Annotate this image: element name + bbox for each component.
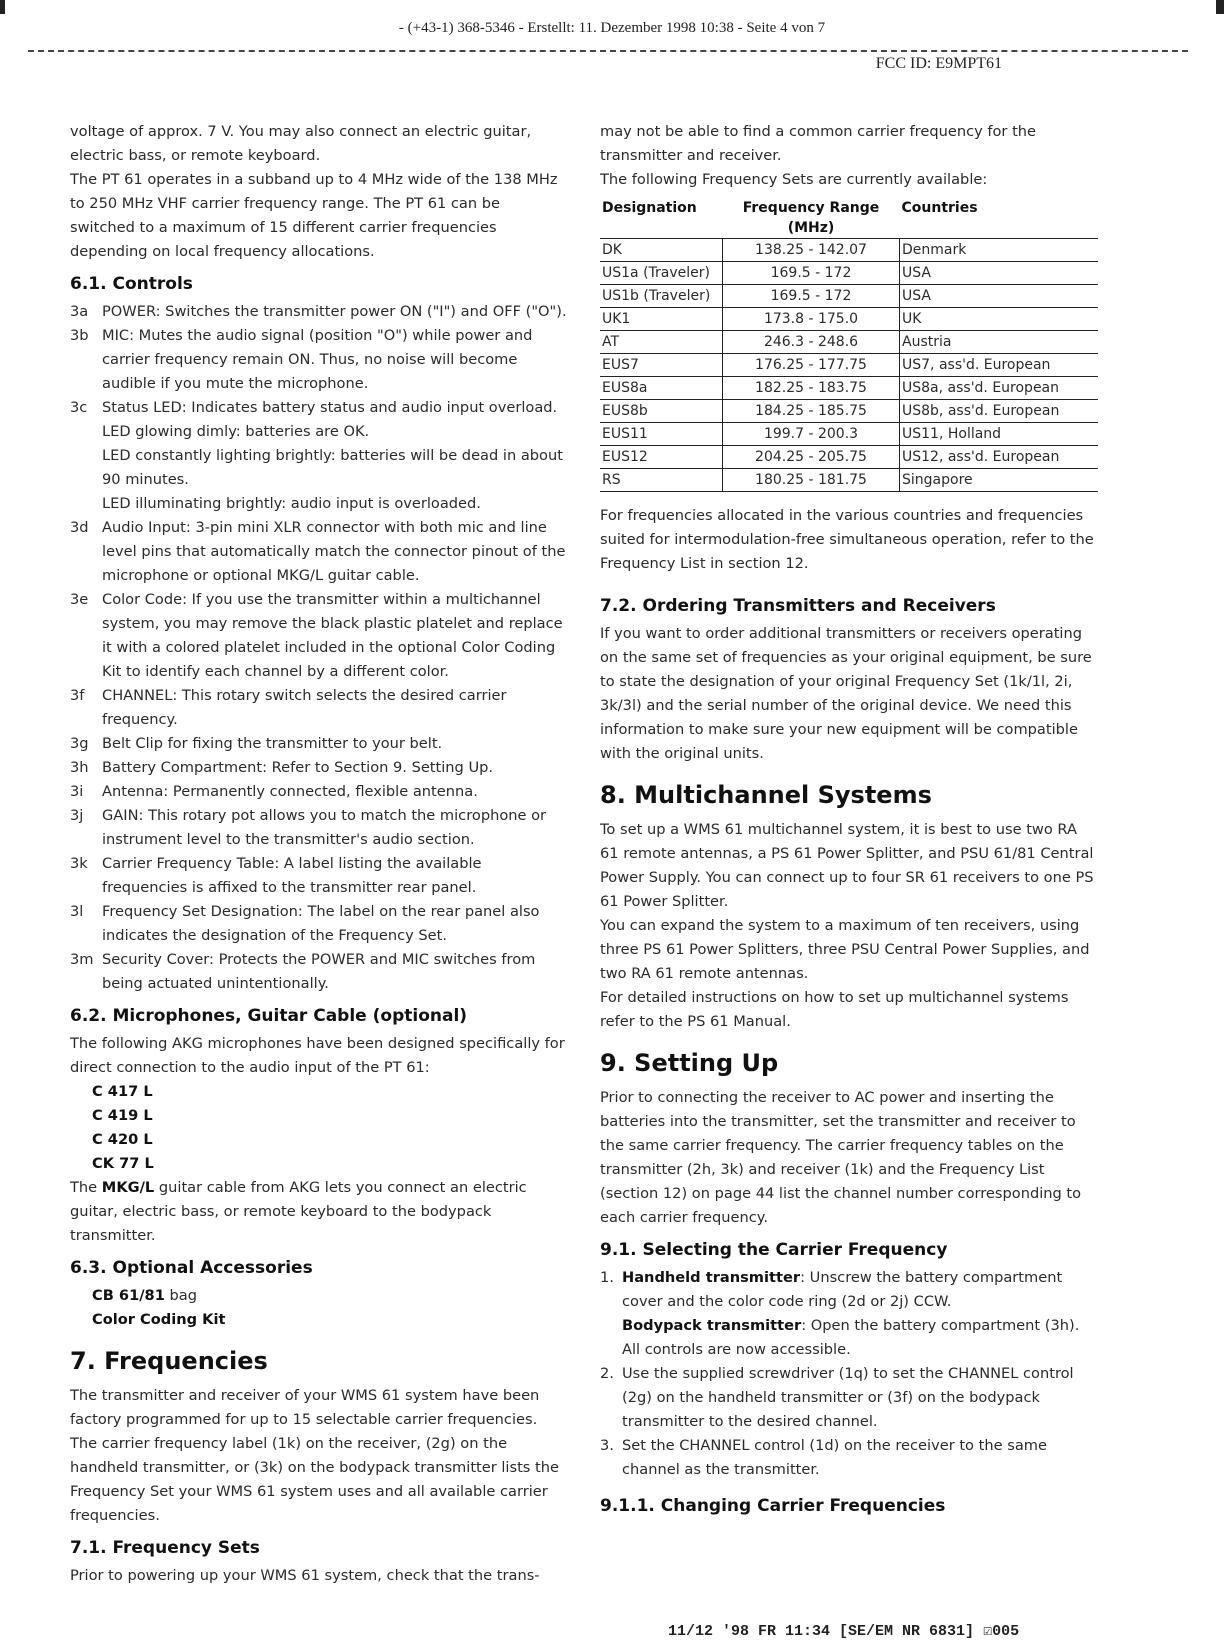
table-row bbox=[600, 423, 1098, 446]
table-row bbox=[600, 354, 1098, 377]
right-column bbox=[600, 120, 1097, 1522]
item-text: Status LED: Indicates battery status and audio input overload. bbox=[102, 399, 558, 416]
item-text: Security Cover: Protects the POWER and MIC switches from being actuated unintentionally. bbox=[102, 951, 536, 992]
table-body bbox=[600, 239, 1098, 492]
item-key: 3f bbox=[70, 687, 85, 704]
microphone-model: C 417 L bbox=[92, 1083, 153, 1100]
section-heading: 6.3. Optional Accessories bbox=[70, 1258, 313, 1278]
item-text: Color Code: If you use the transmitter within a multichannel system, you may remove the black plastic platelet and replace it with a colored platelet included in the optional Color Coding Kit to identify each channel by a different color. bbox=[102, 591, 563, 680]
table-row bbox=[600, 469, 1098, 492]
list-item bbox=[70, 756, 567, 780]
column-header: Designation bbox=[602, 200, 697, 216]
item-subtext: LED glowing dimly: batteries are OK. bbox=[102, 423, 370, 440]
paragraph: may not be able to find a common carrier frequency for the transmitter and receiver. bbox=[600, 123, 1037, 164]
fax-divider bbox=[28, 50, 1188, 52]
table-cell: 173.8 - 175.0 bbox=[723, 308, 900, 331]
table-cell: AT bbox=[600, 331, 723, 354]
table-cell: 204.25 - 205.75 bbox=[723, 446, 900, 469]
list-item bbox=[70, 852, 567, 900]
item-key: 3g bbox=[70, 735, 89, 752]
table-cell: 169.5 - 172 bbox=[723, 262, 900, 285]
item-text: POWER: Switches the transmitter power ON ("I") and OFF ("O"). bbox=[102, 303, 567, 320]
table-cell: 169.5 - 172 bbox=[723, 285, 900, 308]
list-item bbox=[70, 396, 567, 516]
table-cell: EUS8b bbox=[600, 400, 723, 423]
paragraph: If you want to order additional transmitters or receivers operating on the same set of frequencies as your original equipment, be sure to state the designation of your original Frequency Set (1k/1l, 2i, 3k/3l) and the serial number of the original device. We need this information to make sure your new equipment will be compatible with the original units. bbox=[600, 625, 1092, 762]
fax-header: - (+43-1) 368-5346 - Erstellt: 11. Dezember 1998 10:38 - Seite 4 von 7 bbox=[398, 20, 826, 36]
accessory-item: CB 61/81 bag bbox=[92, 1287, 197, 1304]
list-item bbox=[70, 732, 567, 756]
table-row bbox=[600, 285, 1098, 308]
item-text: Battery Compartment: Refer to Section 9. Setting Up. bbox=[102, 759, 494, 776]
list-item bbox=[600, 1362, 1097, 1434]
table-header-row bbox=[600, 198, 1098, 239]
microphone-list bbox=[70, 1080, 567, 1176]
paragraph: The PT 61 operates in a subband up to 4 MHz wide of the 138 MHz to 250 MHz VHF carrier frequency range. The PT 61 can be switched to a maximum of 15 different carrier frequencies depending on local frequency allocations. bbox=[70, 171, 558, 260]
item-text: Belt Clip for fixing the transmitter to your belt. bbox=[102, 735, 443, 752]
chapter-heading: 8. Multichannel Systems bbox=[600, 781, 932, 809]
list-item bbox=[70, 804, 567, 852]
fax-footer: 11/12 '98 FR 11:34 [SE/EM NR 6831] ☑005 bbox=[668, 1623, 1020, 1640]
item-text: CHANNEL: This rotary switch selects the desired carrier frequency. bbox=[102, 687, 507, 728]
list-item bbox=[600, 1434, 1097, 1482]
item-text: Audio Input: 3-pin mini XLR connector with both mic and line level pins that automatically match the connector pinout of the microphone or optional MKG/L guitar cable. bbox=[102, 519, 566, 584]
table-cell: UK bbox=[900, 308, 1099, 331]
item-text: Carrier Frequency Table: A label listing the available frequencies is affixed to the transmitter rear panel. bbox=[102, 855, 482, 896]
item-key: 3d bbox=[70, 519, 89, 536]
table-row bbox=[600, 446, 1098, 469]
item-text: GAIN: This rotary pot allows you to match the microphone or instrument level to the transmitter's audio section. bbox=[102, 807, 547, 848]
microphone-model: C 419 L bbox=[92, 1107, 153, 1124]
table-cell: Denmark bbox=[900, 239, 1099, 262]
table-cell: RS bbox=[600, 469, 723, 492]
table-cell: EUS12 bbox=[600, 446, 723, 469]
table-cell: DK bbox=[600, 239, 723, 262]
section-heading: 7.2. Ordering Transmitters and Receivers bbox=[600, 596, 996, 616]
item-subtext: LED illuminating brightly: audio input is overloaded. bbox=[102, 495, 481, 512]
controls-list bbox=[70, 300, 567, 996]
chapter-heading: 9. Setting Up bbox=[600, 1049, 779, 1077]
table-cell: US1a (Traveler) bbox=[600, 262, 723, 285]
paragraph: Prior to powering up your WMS 61 system, check that the trans- bbox=[70, 1567, 540, 1584]
item-text: Frequency Set Designation: The label on the rear panel also indicates the designation of the Frequency Set. bbox=[102, 903, 540, 944]
table-cell: EUS7 bbox=[600, 354, 723, 377]
table-cell: US1b (Traveler) bbox=[600, 285, 723, 308]
table-row bbox=[600, 331, 1098, 354]
microphone-model: C 420 L bbox=[92, 1131, 153, 1148]
table-row bbox=[600, 239, 1098, 262]
paragraph: The following AKG microphones have been designed specifically for direct connection to the audio input of the PT 61: bbox=[70, 1035, 565, 1076]
table-cell: US8b, ass'd. European bbox=[900, 400, 1099, 423]
item-key: 3a bbox=[70, 303, 89, 320]
chapter-heading: 7. Frequencies bbox=[70, 1347, 268, 1375]
list-item: 1. Handheld transmitter: Unscrew the battery compartment cover and the color code ring (2d or 2j) CCW. Bodypack transmitter: Open the battery compartment (3h). All controls are now accessible. bbox=[600, 1266, 1097, 1362]
scan-corner-mark bbox=[1216, 0, 1224, 14]
item-key: 3b bbox=[70, 327, 89, 344]
table-cell: 176.25 - 177.75 bbox=[723, 354, 900, 377]
item-key: 2. bbox=[600, 1365, 614, 1382]
paragraph: To set up a WMS 61 multichannel system, it is best to use two RA 61 remote antennas, a PS 61 Power Splitter, and PSU 61/81 Central Power Supply. You can connect up to four SR 61 receivers to one PS 61 Power Splitter. bbox=[600, 821, 1094, 910]
table-cell: US8a, ass'd. European bbox=[900, 377, 1099, 400]
list-item bbox=[70, 300, 567, 324]
section-heading: 9.1.1. Changing Carrier Frequencies bbox=[600, 1496, 946, 1516]
table-row bbox=[600, 262, 1098, 285]
table-cell: US7, ass'd. European bbox=[900, 354, 1099, 377]
item-text: Use the supplied screwdriver (1q) to set the CHANNEL control (2g) on the handheld transmitter or (3f) on the bodypack transmitter to the desired channel. bbox=[622, 1365, 1074, 1430]
section-heading: 9.1. Selecting the Carrier Frequency bbox=[600, 1240, 948, 1260]
paragraph: The following Frequency Sets are currently available: bbox=[600, 171, 988, 188]
frequency-sets-table bbox=[600, 198, 1098, 492]
table-row bbox=[600, 308, 1098, 331]
table-cell: USA bbox=[900, 285, 1099, 308]
item-subtext: LED constantly lighting brightly: batteries will be dead in about 90 minutes. bbox=[102, 447, 563, 488]
item-key: 1. bbox=[600, 1269, 614, 1286]
item-key: 3h bbox=[70, 759, 89, 776]
table-cell: 180.25 - 181.75 bbox=[723, 469, 900, 492]
item-key: 3. bbox=[600, 1437, 614, 1454]
table-cell: EUS8a bbox=[600, 377, 723, 400]
item-key: 3j bbox=[70, 807, 84, 824]
item-text: Antenna: Permanently connected, flexible antenna. bbox=[102, 783, 478, 800]
list-item bbox=[70, 684, 567, 732]
table-cell: 182.25 - 183.75 bbox=[723, 377, 900, 400]
paragraph: The transmitter and receiver of your WMS 61 system have been factory programmed for up to 15 selectable carrier frequencies. The carrier frequency label (1k) on the receiver, (2g) on the handheld transmitter, or (3k) on the bodypack transmitter lists the Frequency Set your WMS 61 system uses and all available carrier frequencies. bbox=[70, 1387, 560, 1524]
table-cell: EUS11 bbox=[600, 423, 723, 446]
product-name: MKG/L bbox=[101, 1179, 155, 1196]
scan-corner-mark bbox=[0, 0, 5, 14]
item-key: 3k bbox=[70, 855, 88, 872]
paragraph: Prior to connecting the receiver to AC power and inserting the batteries into the transmitter, set the transmitter and receiver to the same carrier frequency. The carrier frequency tables on the transmitter (2h, 3k) and receiver (1k) and the Frequency List (section 12) on page 44 list the channel number corresponding to each carrier frequency. bbox=[600, 1089, 1082, 1226]
list-item bbox=[70, 900, 567, 948]
item-key: 3m bbox=[70, 951, 94, 968]
paragraph: For detailed instructions on how to set up multichannel systems refer to the PS 61 Manual. bbox=[600, 989, 1069, 1030]
left-column bbox=[70, 120, 567, 1588]
table-cell: US12, ass'd. European bbox=[900, 446, 1099, 469]
table-cell: 138.25 - 142.07 bbox=[723, 239, 900, 262]
column-header: Countries bbox=[901, 200, 978, 216]
item-key: 3c bbox=[70, 399, 88, 416]
table-cell: 246.3 - 248.6 bbox=[723, 331, 900, 354]
table-cell: USA bbox=[900, 262, 1099, 285]
list-item bbox=[70, 324, 567, 396]
item-key: 3e bbox=[70, 591, 89, 608]
item-text: MIC: Mutes the audio signal (position "O") while power and carrier frequency remain ON. Thus, no noise will become audible if you mute the microphone. bbox=[102, 327, 533, 392]
list-item bbox=[70, 588, 567, 684]
microphone-model: CK 77 L bbox=[92, 1155, 154, 1172]
paragraph: The MKG/L guitar cable from AKG lets you connect an electric guitar, electric bass, or remote keyboard to the bodypack transmitter. bbox=[70, 1179, 527, 1244]
table-cell: Austria bbox=[900, 331, 1099, 354]
fcc-id: FCC ID: E9MPT61 bbox=[875, 55, 1002, 72]
section-heading: 6.1. Controls bbox=[70, 274, 193, 294]
table-row bbox=[600, 400, 1098, 423]
list-item bbox=[70, 948, 567, 996]
column-header: Frequency Range (MHz) bbox=[742, 200, 880, 236]
table-cell: US11, Holland bbox=[900, 423, 1099, 446]
paragraph: You can expand the system to a maximum of ten receivers, using three PS 61 Power Splitters, three PSU Central Power Supplies, and two RA 61 remote antennas. bbox=[600, 917, 1090, 982]
section-heading: 7.1. Frequency Sets bbox=[70, 1538, 260, 1558]
table-cell: Singapore bbox=[900, 469, 1099, 492]
table-cell: 184.25 - 185.75 bbox=[723, 400, 900, 423]
item-key: 3l bbox=[70, 903, 84, 920]
table-cell: UK1 bbox=[600, 308, 723, 331]
table-cell: 199.7 - 200.3 bbox=[723, 423, 900, 446]
item-key: 3i bbox=[70, 783, 84, 800]
list-item bbox=[70, 780, 567, 804]
list-item bbox=[70, 516, 567, 588]
paragraph: For frequencies allocated in the various countries and frequencies suited for intermodulation-free simultaneous operation, refer to the Frequency List in section 12. bbox=[600, 507, 1094, 572]
table-row bbox=[600, 377, 1098, 400]
accessory-item: Color Coding Kit bbox=[92, 1311, 226, 1328]
section-heading: 6.2. Microphones, Guitar Cable (optional) bbox=[70, 1006, 468, 1026]
paragraph: voltage of approx. 7 V. You may also connect an electric guitar, electric bass, or remote keyboard. bbox=[70, 123, 532, 164]
item-text: Set the CHANNEL control (1d) on the receiver to the same channel as the transmitter. bbox=[622, 1437, 1047, 1478]
